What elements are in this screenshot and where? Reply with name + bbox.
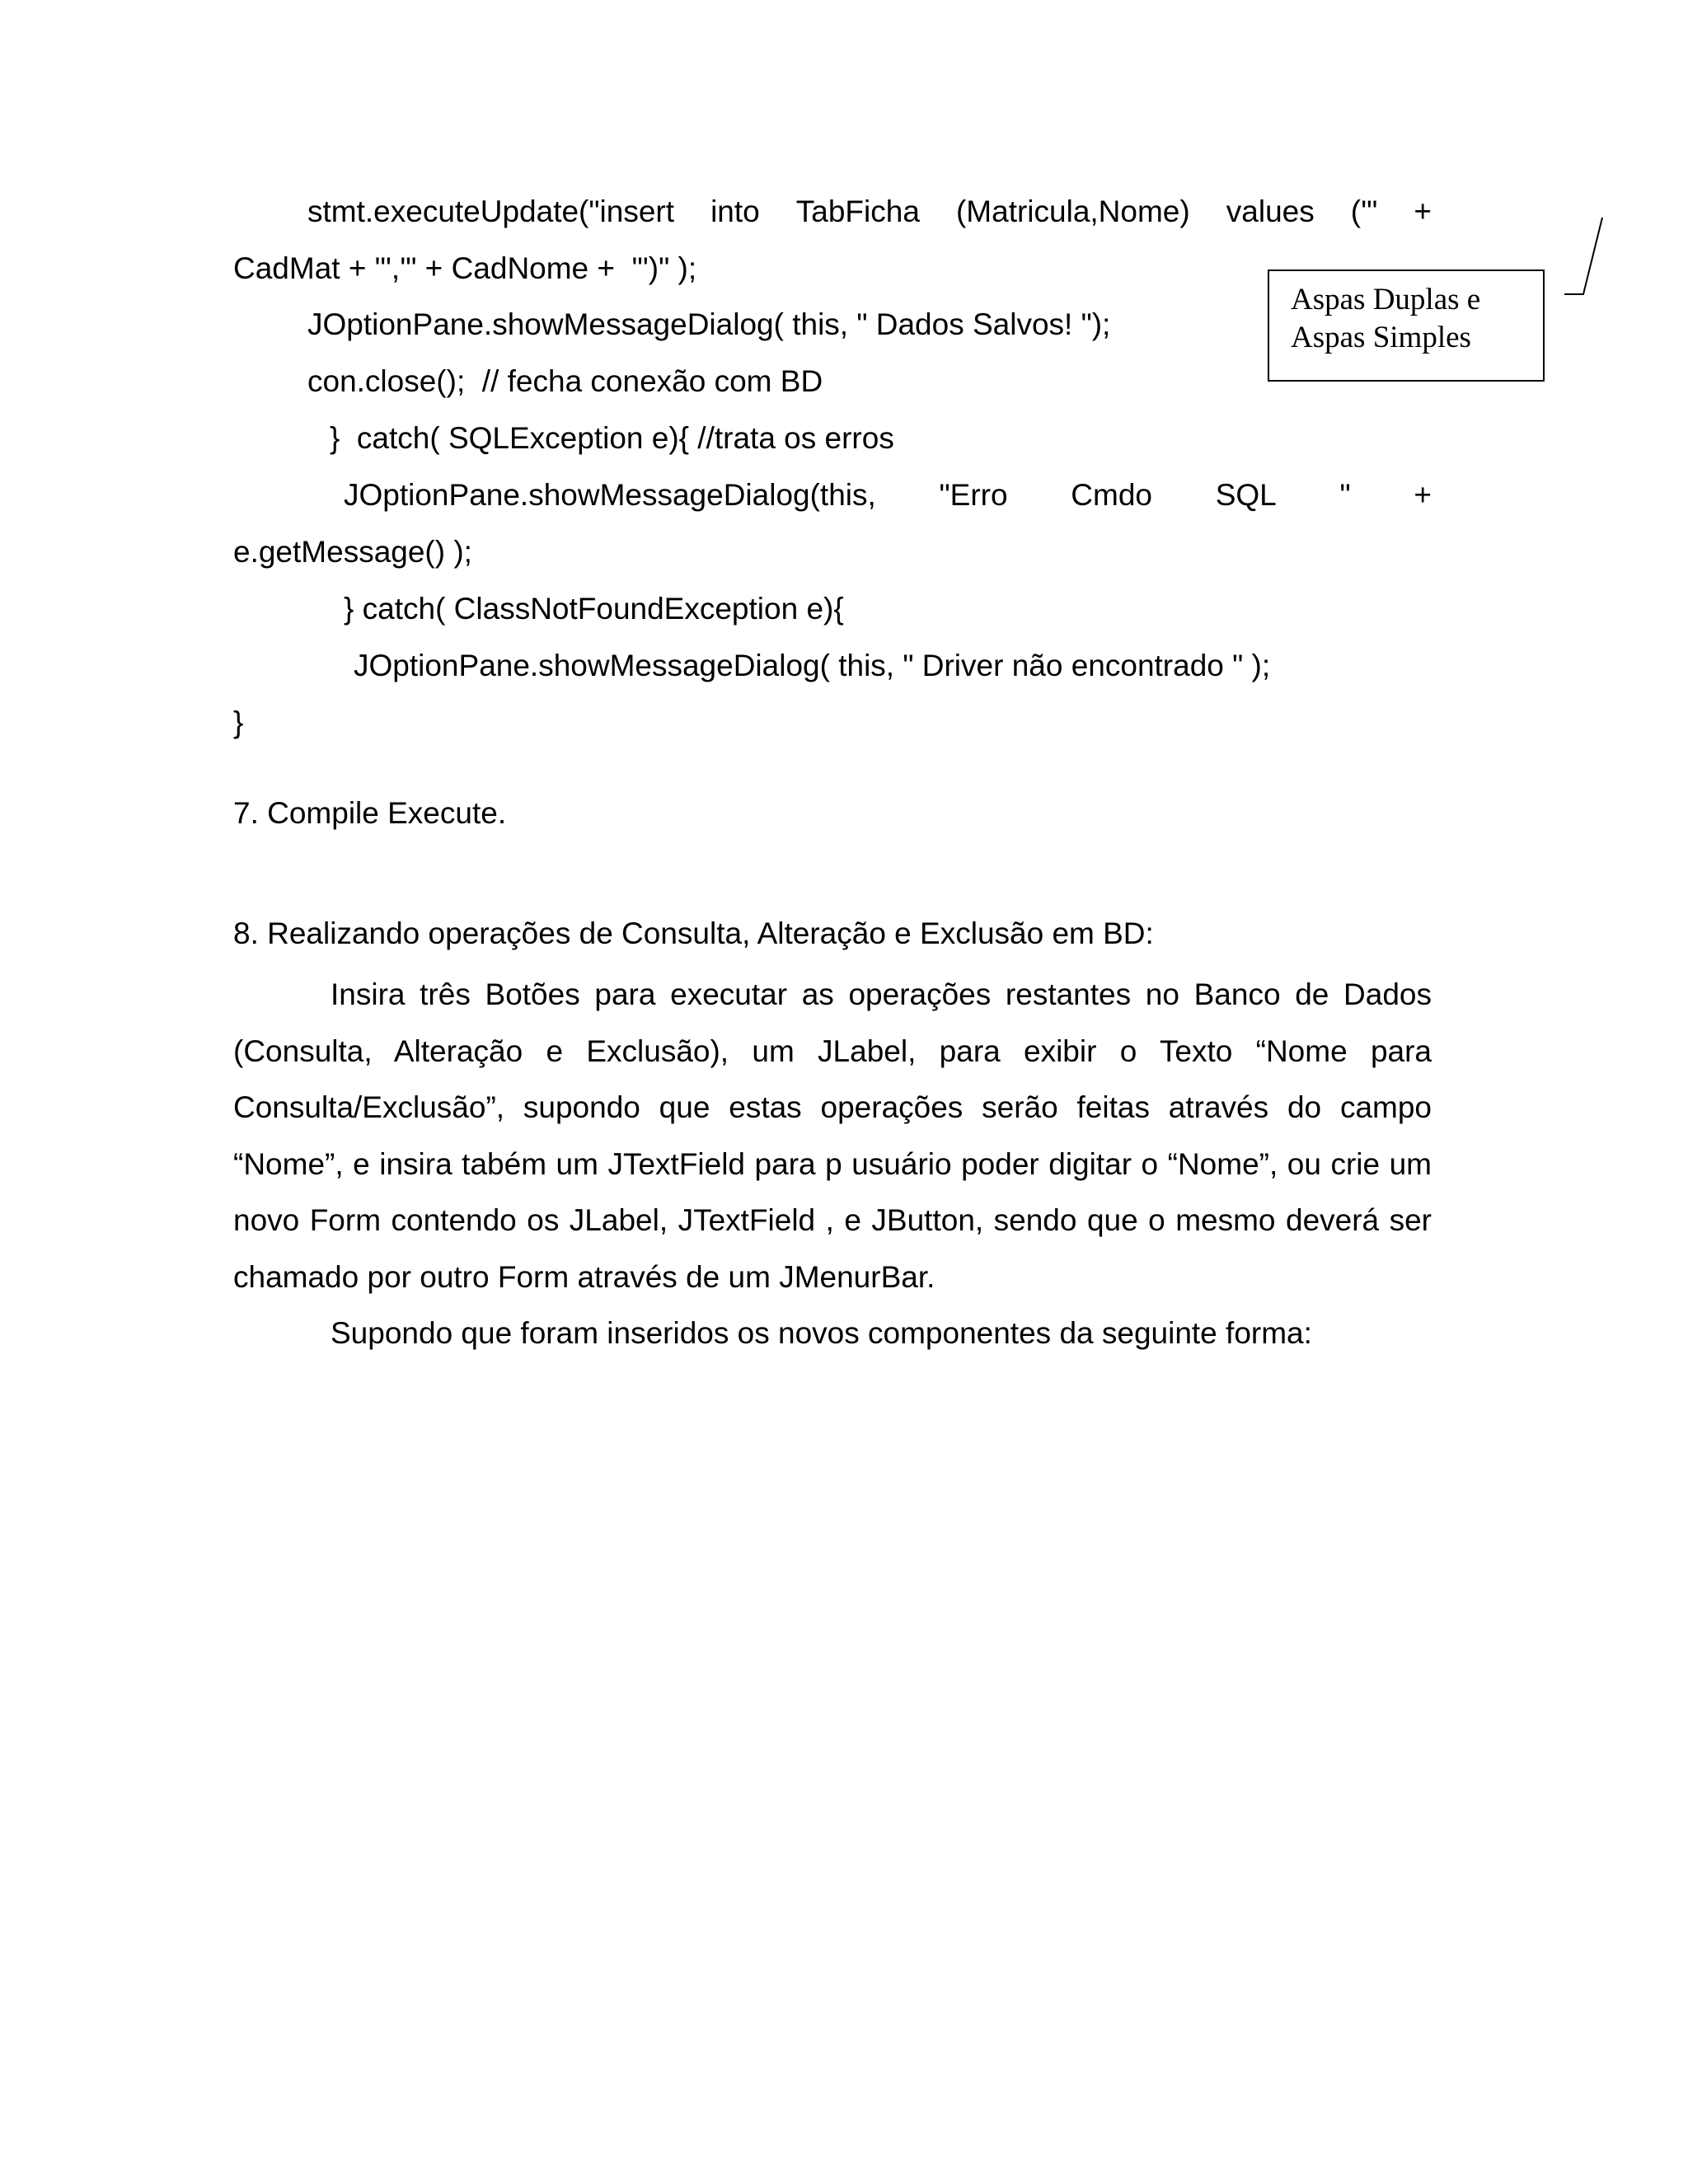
code-word: + (1414, 478, 1432, 512)
step-8-body (233, 967, 1432, 1362)
code-line-3: JOptionPane.showMessageDialog( this, " Dados Salvos! "); (307, 307, 1111, 341)
step-8-paragraph-2: Supondo que foram inseridos os novos componentes da seguinte forma: (331, 1316, 1312, 1350)
code-word: stmt.executeUpdate("insert (307, 194, 674, 228)
step-8-title: 8. Realizando operações de Consulta, Alteração e Exclusão em BD: (233, 916, 1154, 950)
step-7: 7. Compile Execute. (233, 796, 507, 830)
code-line-8: } catch( ClassNotFoundException e){ (344, 592, 844, 626)
code-line-9: JOptionPane.showMessageDialog( this, " Driver não encontrado " ); (354, 649, 1271, 682)
code-word: "Erro (939, 478, 1008, 512)
code-line-2: CadMat + "','" + CadNome + "')" ); (233, 251, 697, 285)
code-word: (Matricula,Nome) (955, 194, 1190, 228)
code-line-7: e.getMessage() ); (233, 535, 472, 569)
annotation-line-1: Aspas Duplas e (1291, 283, 1481, 316)
code-word: values (1226, 194, 1315, 228)
code-word: into (710, 194, 760, 228)
step-8-paragraph-1: Insira três Botões para executar as operações restantes no Banco de Dados (Consulta, Alteração e Exclusão), um JLabel, para exibir o Texto “Nome para Consulta/Exclusão”, supondo que estas operações serão feitas através do campo “Nome”, e insira tabém um JTextField para p usuário poder digitar o “Nome”, ou crie um novo Form contendo os JLabel, JTextField , e JButton, sendo que o mesmo deverá ser chamado por outro Form através de um JMenurBar. (233, 977, 1432, 1294)
code-word: + (1414, 194, 1432, 228)
code-word: Cmdo (1071, 478, 1152, 512)
code-line-5: } catch( SQLException e){ //trata os erros (330, 421, 894, 455)
code-word: JOptionPane.showMessageDialog(this, (344, 478, 876, 512)
code-line-4: con.close(); // fecha conexão com BD (307, 364, 823, 398)
code-word: SQL (1215, 478, 1277, 512)
code-word: ('" (1350, 194, 1378, 228)
annotation-line-2: Aspas Simples (1291, 321, 1471, 354)
code-line-10: } (233, 705, 244, 739)
code-word: TabFicha (795, 194, 920, 228)
code-word: " (1339, 478, 1351, 512)
